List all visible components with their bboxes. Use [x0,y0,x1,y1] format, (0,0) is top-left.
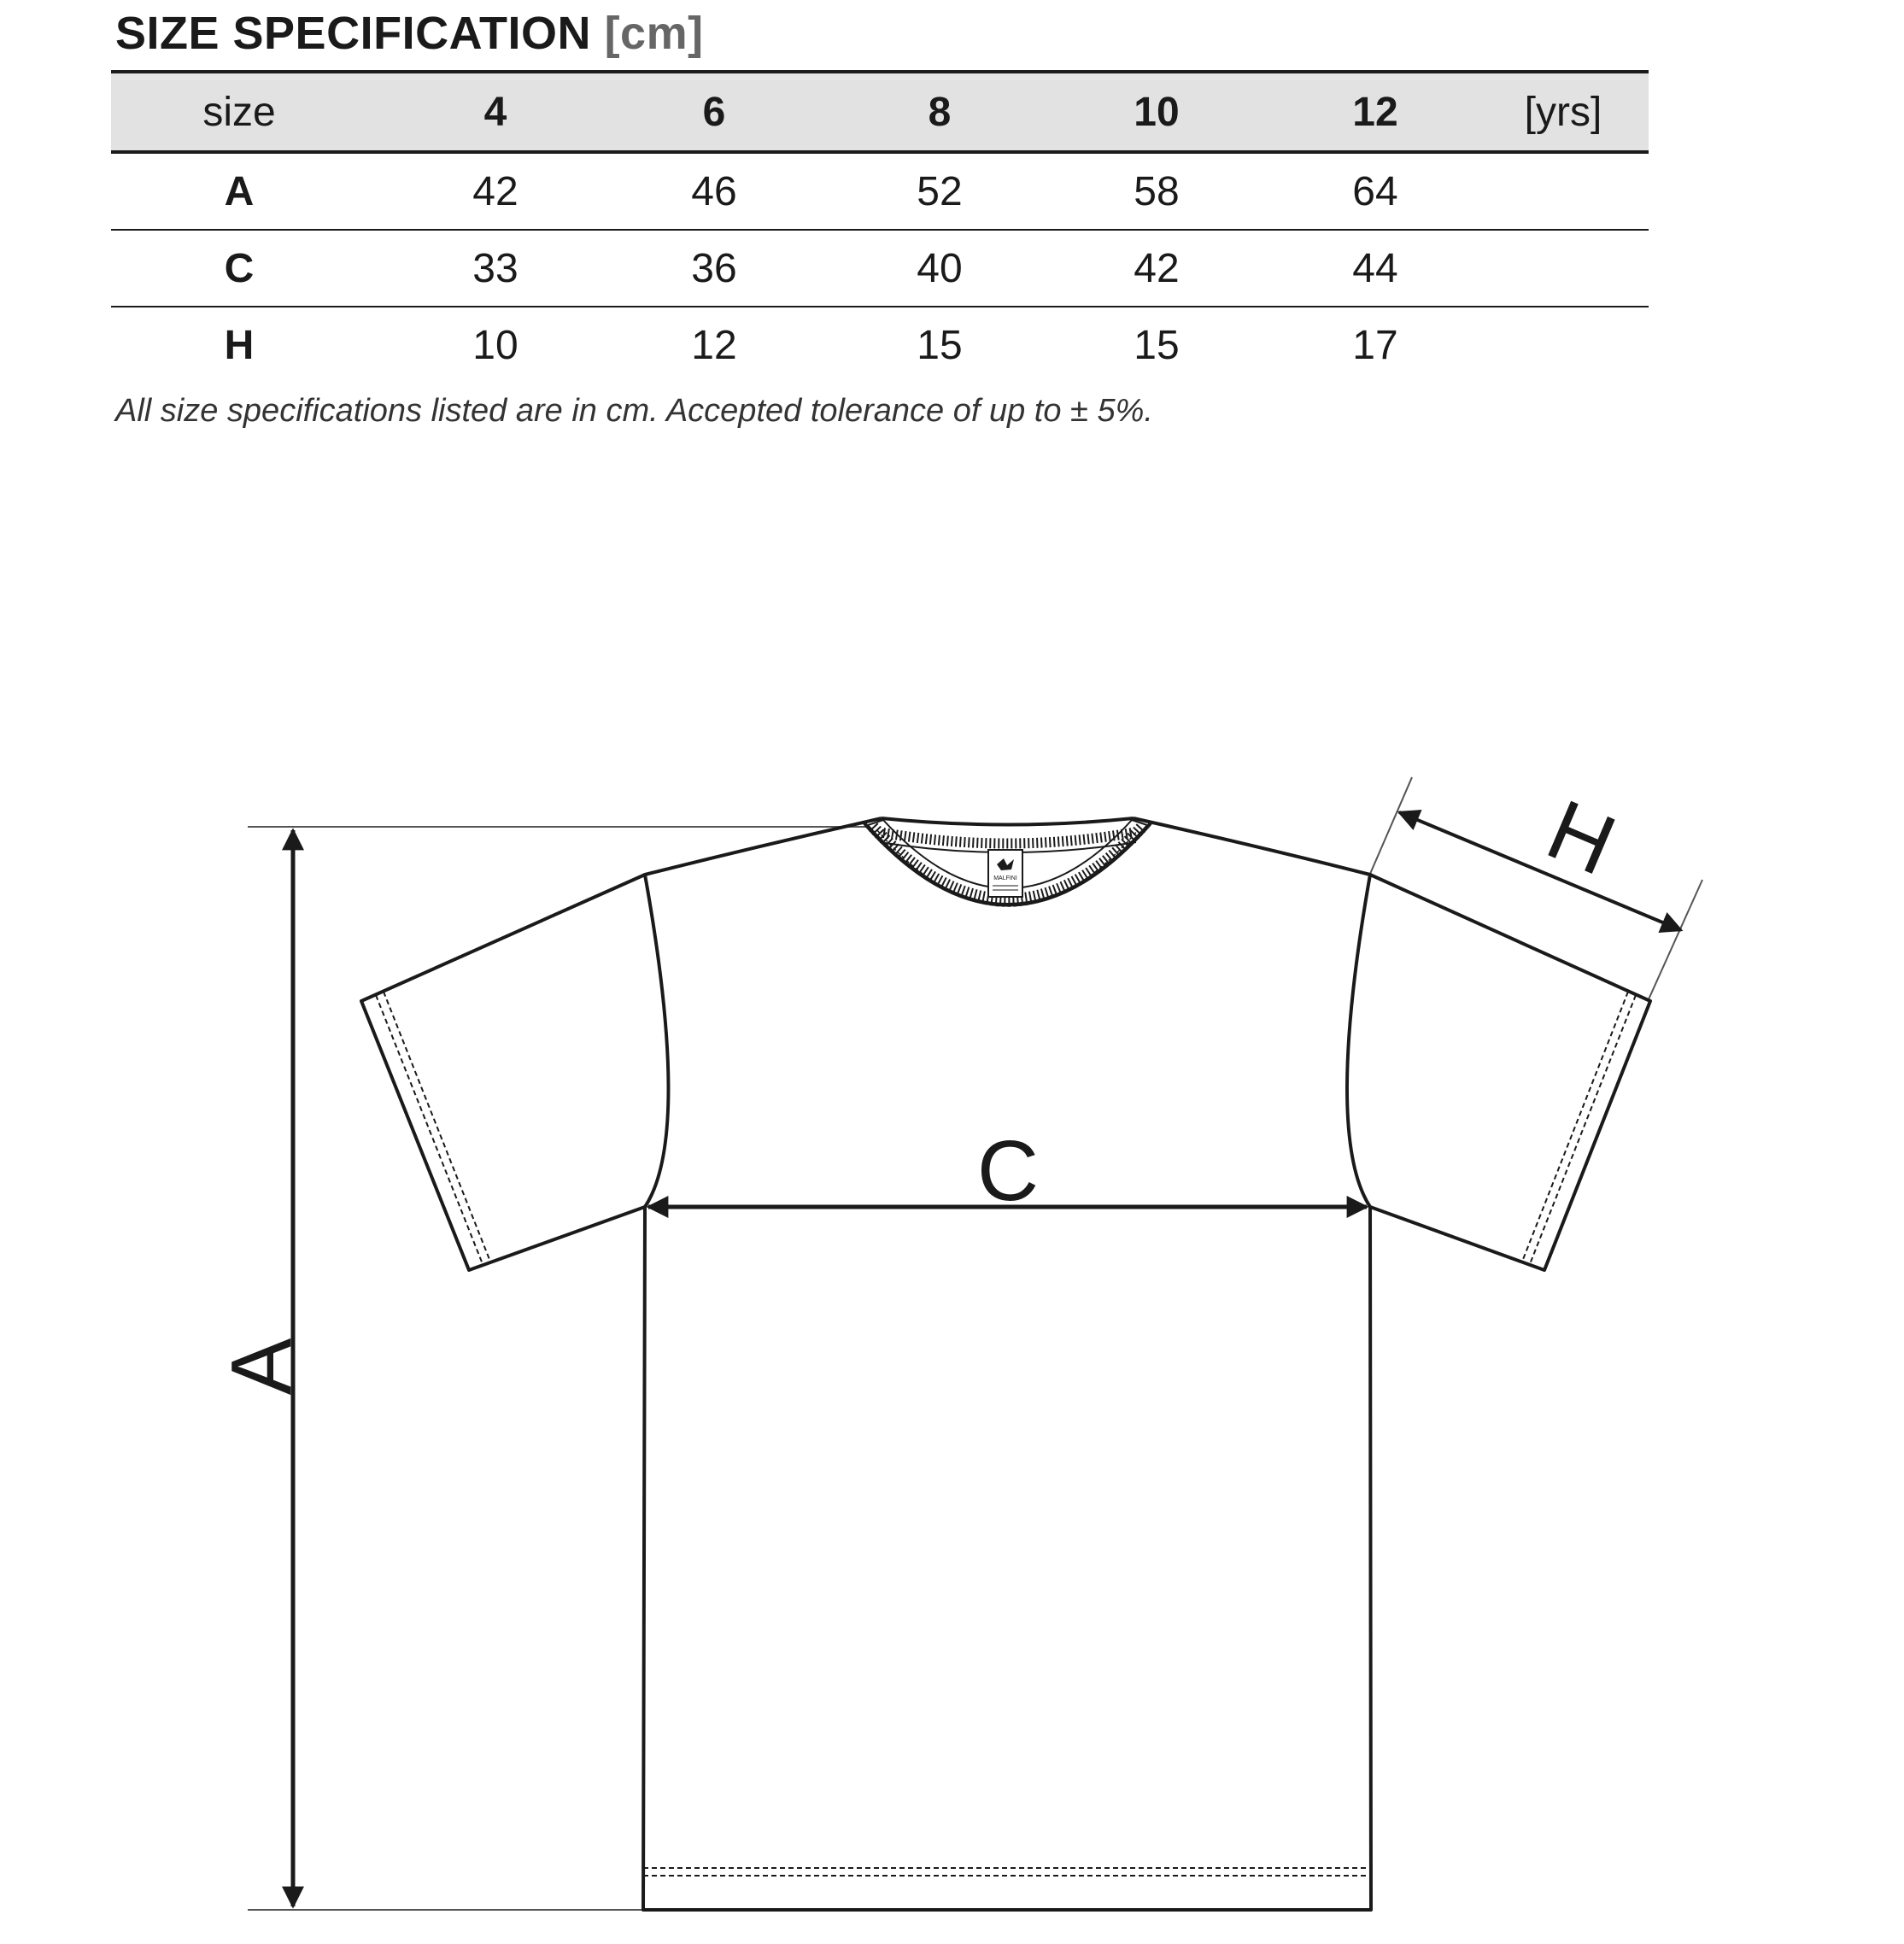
tshirt-outline [361,818,1650,1910]
right-sleeve [1370,875,1650,1270]
bottom-hem-stitches [643,1868,1371,1876]
table-cell: 46 [691,168,737,214]
table-cell: 15 [917,322,963,368]
table-cell: 15 [1134,322,1180,368]
neck-tag-text: MALFINI [993,875,1017,881]
tolerance-note: All size specifications listed are in cm. Accepted tolerance of up to ± 5%. [115,393,1153,429]
row-label-c: C [224,245,255,291]
table-cell: 33 [472,245,518,291]
left-sleeve [361,875,645,1270]
extension-line-cuff [1649,880,1702,999]
length-label: A [214,1338,309,1396]
header-size-8: 8 [928,89,952,135]
header-size-12: 12 [1352,89,1398,135]
title-unit: [cm] [604,8,704,59]
table-cell: 44 [1352,245,1398,291]
sleeve-label: H [1534,782,1629,894]
tshirt-body [643,818,1371,1910]
extension-line-shoulder [1370,777,1412,874]
table-cell: 52 [917,168,963,214]
table-cell: 64 [1352,168,1398,214]
chest-label: C [976,1123,1040,1219]
table-cell: 40 [917,245,963,291]
title-text: SIZE SPECIFICATION [115,8,592,59]
header-unit: [yrs] [1524,89,1602,135]
row-label-a: A [224,168,255,214]
table-cell: 58 [1134,168,1180,214]
table-cell: 36 [691,245,737,291]
collar-back-rib [883,833,1132,844]
table-cell: 42 [472,168,518,214]
table-cell: 17 [1352,322,1398,368]
table-cell: 10 [472,322,518,368]
header-size-10: 10 [1134,89,1180,135]
table-cell: 42 [1134,245,1180,291]
row-label-h: H [224,322,255,368]
header-size-6: 6 [702,89,726,135]
collar-top [882,818,1134,825]
header-size-4: 4 [483,89,507,135]
header-size-label: size [202,89,276,135]
table-cell: 12 [691,322,737,368]
